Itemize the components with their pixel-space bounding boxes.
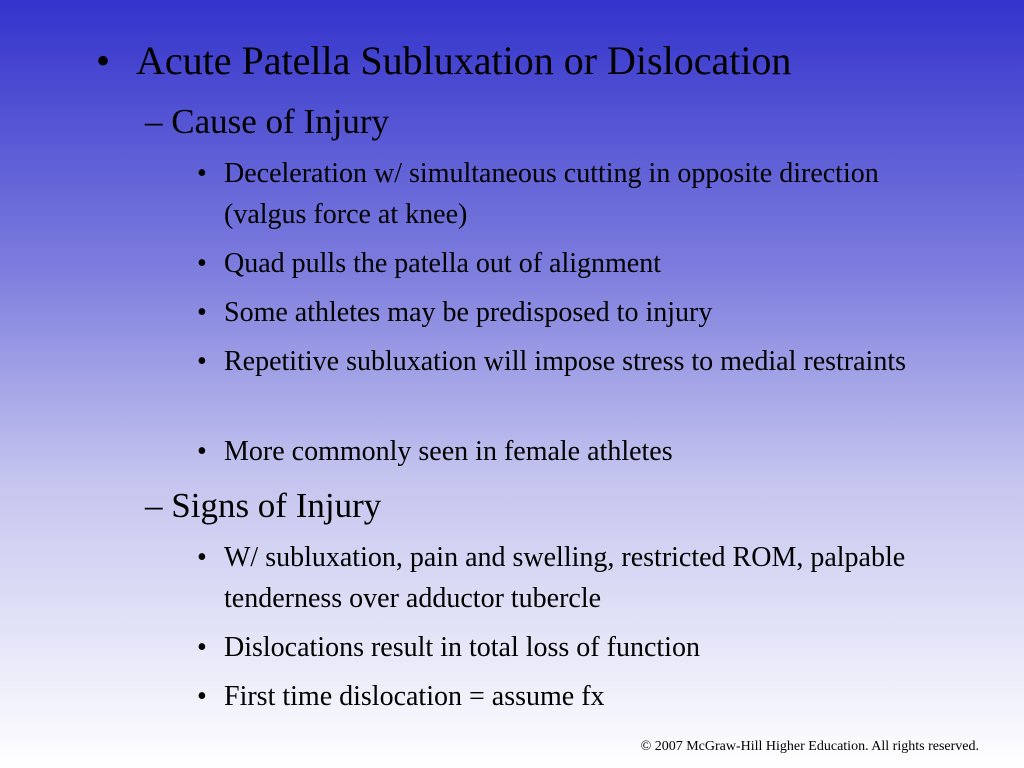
list-item-text: More commonly seen in female athletes bbox=[224, 436, 673, 467]
bullet-icon: • bbox=[197, 681, 207, 712]
list-item bbox=[197, 676, 957, 717]
list-item-text: Dislocations result in total loss of function bbox=[224, 632, 700, 663]
section-heading-cause: – Cause of Injury bbox=[145, 102, 389, 141]
list-item bbox=[197, 292, 957, 333]
bullet-icon: • bbox=[197, 346, 207, 377]
bullet-icon: • bbox=[197, 248, 207, 279]
bullet-icon: • bbox=[197, 436, 207, 467]
list-item-text: Quad pulls the patella out of alignment bbox=[224, 248, 662, 279]
list-item-text: W/ subluxation, pain and swelling, restricted ROM, palpable tenderness over adductor tubercle bbox=[224, 542, 906, 614]
list-item bbox=[197, 537, 957, 619]
list-item bbox=[197, 243, 957, 284]
list-item bbox=[197, 627, 957, 668]
bullet-icon: • bbox=[197, 632, 207, 663]
copyright-footer: © 2007 McGraw-Hill Higher Education. All rights reserved. bbox=[640, 739, 979, 754]
list-item bbox=[197, 153, 957, 235]
list-item-text: Repetitive subluxation will impose stress to medial restraints bbox=[224, 346, 907, 377]
section-heading-signs: – Signs of Injury bbox=[145, 486, 382, 525]
list-item-text: Deceleration w/ simultaneous cutting in opposite direction (valgus force at knee) bbox=[224, 158, 879, 230]
list-item-text: First time dislocation = assume fx bbox=[224, 681, 605, 712]
list-item-text: Some athletes may be predisposed to injury bbox=[224, 297, 713, 328]
bullet-icon: • bbox=[96, 38, 111, 83]
list-item bbox=[197, 431, 957, 472]
slide-title-text: Acute Patella Subluxation or Dislocation bbox=[136, 38, 792, 83]
bullet-icon: • bbox=[197, 542, 207, 573]
bullet-icon: • bbox=[197, 158, 207, 189]
list-item bbox=[197, 341, 957, 382]
bullet-icon: • bbox=[197, 297, 207, 328]
